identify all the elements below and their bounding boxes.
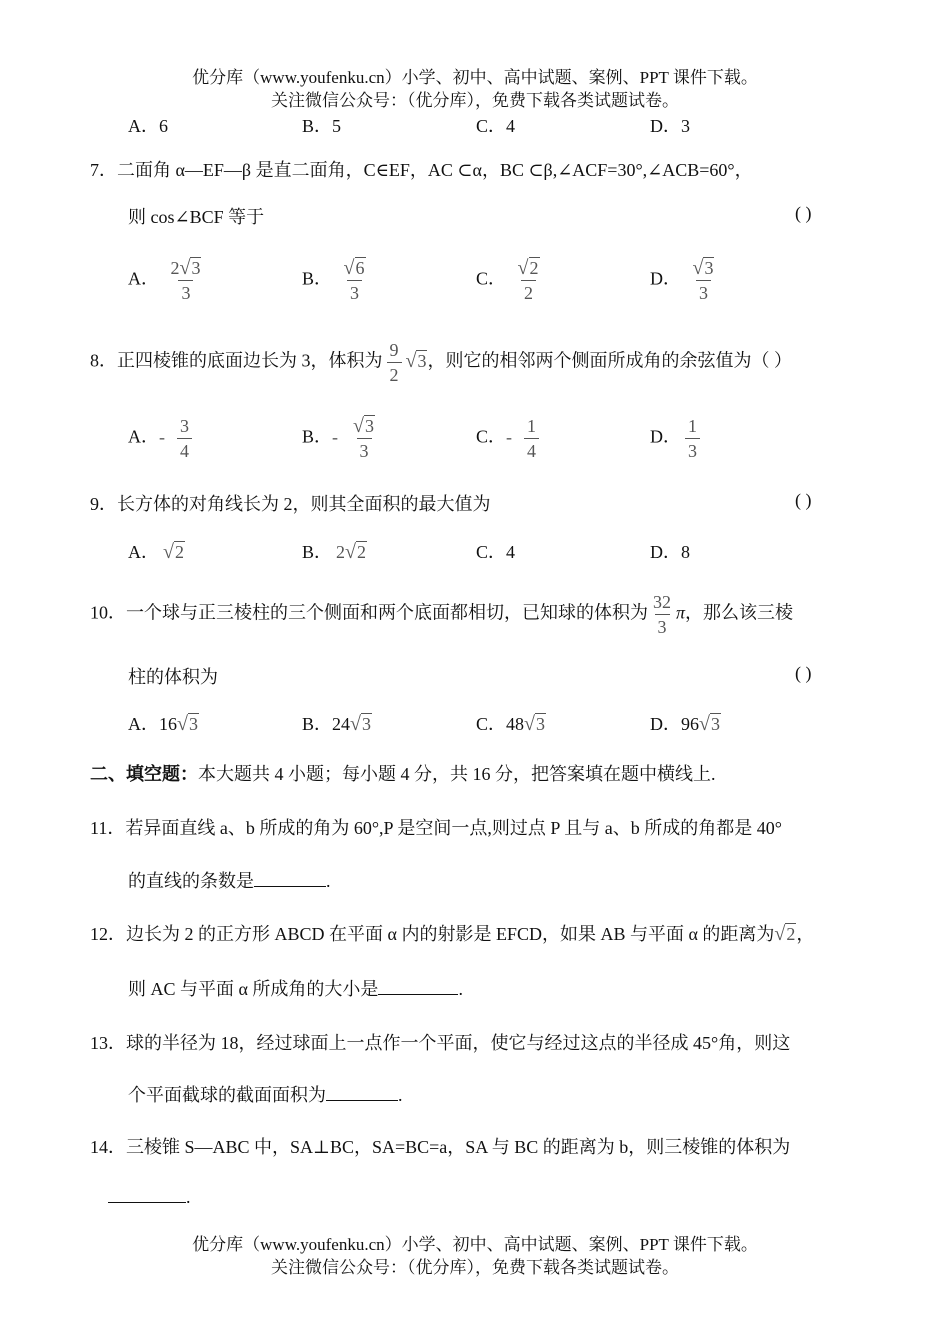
answer-blank[interactable]	[108, 1186, 186, 1203]
fraction: $\frac{3}{4}$	[177, 414, 192, 463]
q6-option-c: C．4	[476, 116, 516, 136]
section-2-heading: 二、填空题：本大题共 4 小题；每小题 4 分，共 16 分，把答案填在题中横线上.	[90, 764, 716, 784]
sqrt-icon: √	[517, 257, 529, 279]
sqrt-icon: √	[353, 415, 364, 437]
q11-stem-line-2: 的直线的条数是 .	[128, 871, 331, 891]
q14-stem-line-2: .	[108, 1186, 191, 1208]
q9-option-b: B． 2√2	[302, 541, 366, 563]
q8-option-b: B．- $\frac{√3}{3}$	[302, 414, 382, 463]
sqrt-icon: √	[774, 923, 786, 945]
fraction: $\frac{1}{3}$	[685, 414, 700, 463]
fraction: $\frac{9}{2}$	[387, 338, 402, 387]
sqrt-icon: √	[343, 257, 355, 279]
q7-option-a: A． $\frac{2√3}{3}$	[128, 256, 208, 305]
fraction: $\frac{√6}{3}$	[343, 257, 365, 303]
q9-option-c: C．4	[476, 542, 516, 562]
fraction: $\frac{√2}{2}$	[517, 257, 539, 303]
q8-option-a: A．- $\frac{3}{4}$	[128, 414, 196, 463]
q6-option-b: B．5	[302, 116, 342, 136]
q11-stem-line-1: 11．若异面直线 a、b 所成的角为 60°,P 是空间一点,则过点 P 且与 a、b 所成的角都是 40°	[90, 818, 782, 838]
q10-answer-paren: ( )	[795, 663, 812, 683]
sqrt-icon: √	[699, 713, 710, 735]
q7-stem-line-2: 则 cos∠BCF 等于	[128, 207, 265, 227]
q8-option-c: C．- $\frac{1}{4}$	[476, 414, 543, 463]
fraction: $\frac{1}{4}$	[524, 414, 539, 463]
q13-stem-line-1: 13．球的半径为 18，经过球面上一点作一个平面，使它与经过这点的半径成 45°角，则这	[90, 1033, 791, 1053]
q13-stem-line-2: 个平面截球的截面面积为 .	[128, 1085, 403, 1105]
sqrt-icon: √	[177, 713, 188, 735]
q10-stem-line-1: 10．一个球与正三棱柱的三个侧面和两个底面都相切，已知球的体积为 $\frac{32}{3}$ π，那么该三棱	[90, 592, 794, 637]
sqrt-icon: √	[524, 713, 535, 735]
q6-option-a: A．6	[128, 116, 168, 136]
q10-option-d: D．96√3	[650, 713, 720, 735]
fraction: $\frac{√3}{3}$	[353, 415, 374, 461]
answer-blank[interactable]	[254, 870, 326, 887]
q7-stem-line-1: 7．二面角 α—EF—β 是直二面角，C∈EF，AC ⊂α，BC ⊂β,∠ACF=30°,∠ACB=60°，	[90, 160, 753, 180]
q6-option-d: D．3	[650, 116, 690, 136]
q12-stem-line-1: 12．边长为 2 的正方形 ABCD 在平面 α 内的射影是 EFCD，如果 AB 与平面 α 的距离为√2，	[90, 923, 815, 945]
q12-stem-line-2: 则 AC 与平面 α 所成角的大小是 .	[128, 979, 463, 999]
header-line-2: 关注微信公众号：（优分库），免费下载各类试题试卷。	[271, 91, 679, 110]
q7-option-c: C． $\frac{√2}{2}$	[476, 256, 547, 305]
q8-option-d: D． $\frac{1}{3}$	[650, 414, 704, 463]
fraction: $\frac{2√3}{3}$	[170, 257, 201, 303]
q7-option-d: D． $\frac{√3}{3}$	[650, 256, 721, 305]
footer-line-1: 优分库（www.youfenku.cn）小学、初中、高中试题、案例、PPT 课件下载。	[192, 1235, 758, 1254]
q8-stem: 8．正四棱锥的底面边长为 3，体积为 $\frac{9}{2}$ √3，则它的相邻两个侧面所成角的余弦值为（ ）	[90, 340, 792, 385]
q7-answer-paren: ( )	[795, 203, 812, 223]
q7-option-b: B． $\frac{√6}{3}$	[302, 256, 373, 305]
q14-stem-line-1: 14．三棱锥 S—ABC 中，SA⊥BC，SA=BC=a，SA 与 BC 的距离为 b，则三棱锥的体积为	[90, 1137, 791, 1157]
fraction: $\frac{32}{3}$	[653, 592, 671, 637]
answer-blank[interactable]	[378, 978, 458, 995]
q10-option-b: B．24√3	[302, 713, 371, 735]
sqrt-icon: √	[692, 257, 704, 279]
sqrt-icon: √	[345, 541, 356, 563]
q10-option-a: A．16√3	[128, 713, 198, 735]
answer-blank[interactable]	[326, 1084, 398, 1101]
q9-answer-paren: ( )	[795, 490, 812, 510]
sqrt-icon: √	[179, 257, 191, 279]
q9-option-a: A． √2	[128, 541, 184, 563]
q9-option-d: D．8	[650, 542, 690, 562]
footer-line-2: 关注微信公众号：（优分库），免费下载各类试题试卷。	[271, 1258, 679, 1277]
sqrt-icon: √	[405, 349, 417, 372]
fraction: $\frac{√3}{3}$	[692, 257, 714, 303]
sqrt-icon: √	[163, 541, 174, 563]
q9-stem: 9．长方体的对角线长为 2，则其全面积的最大值为	[90, 494, 491, 514]
sqrt-icon: √	[350, 713, 361, 735]
header-line-1: 优分库（www.youfenku.cn）小学、初中、高中试题、案例、PPT 课件下载。	[192, 68, 758, 87]
q10-stem-line-2: 柱的体积为	[128, 667, 218, 687]
q10-option-c: C．48√3	[476, 713, 545, 735]
